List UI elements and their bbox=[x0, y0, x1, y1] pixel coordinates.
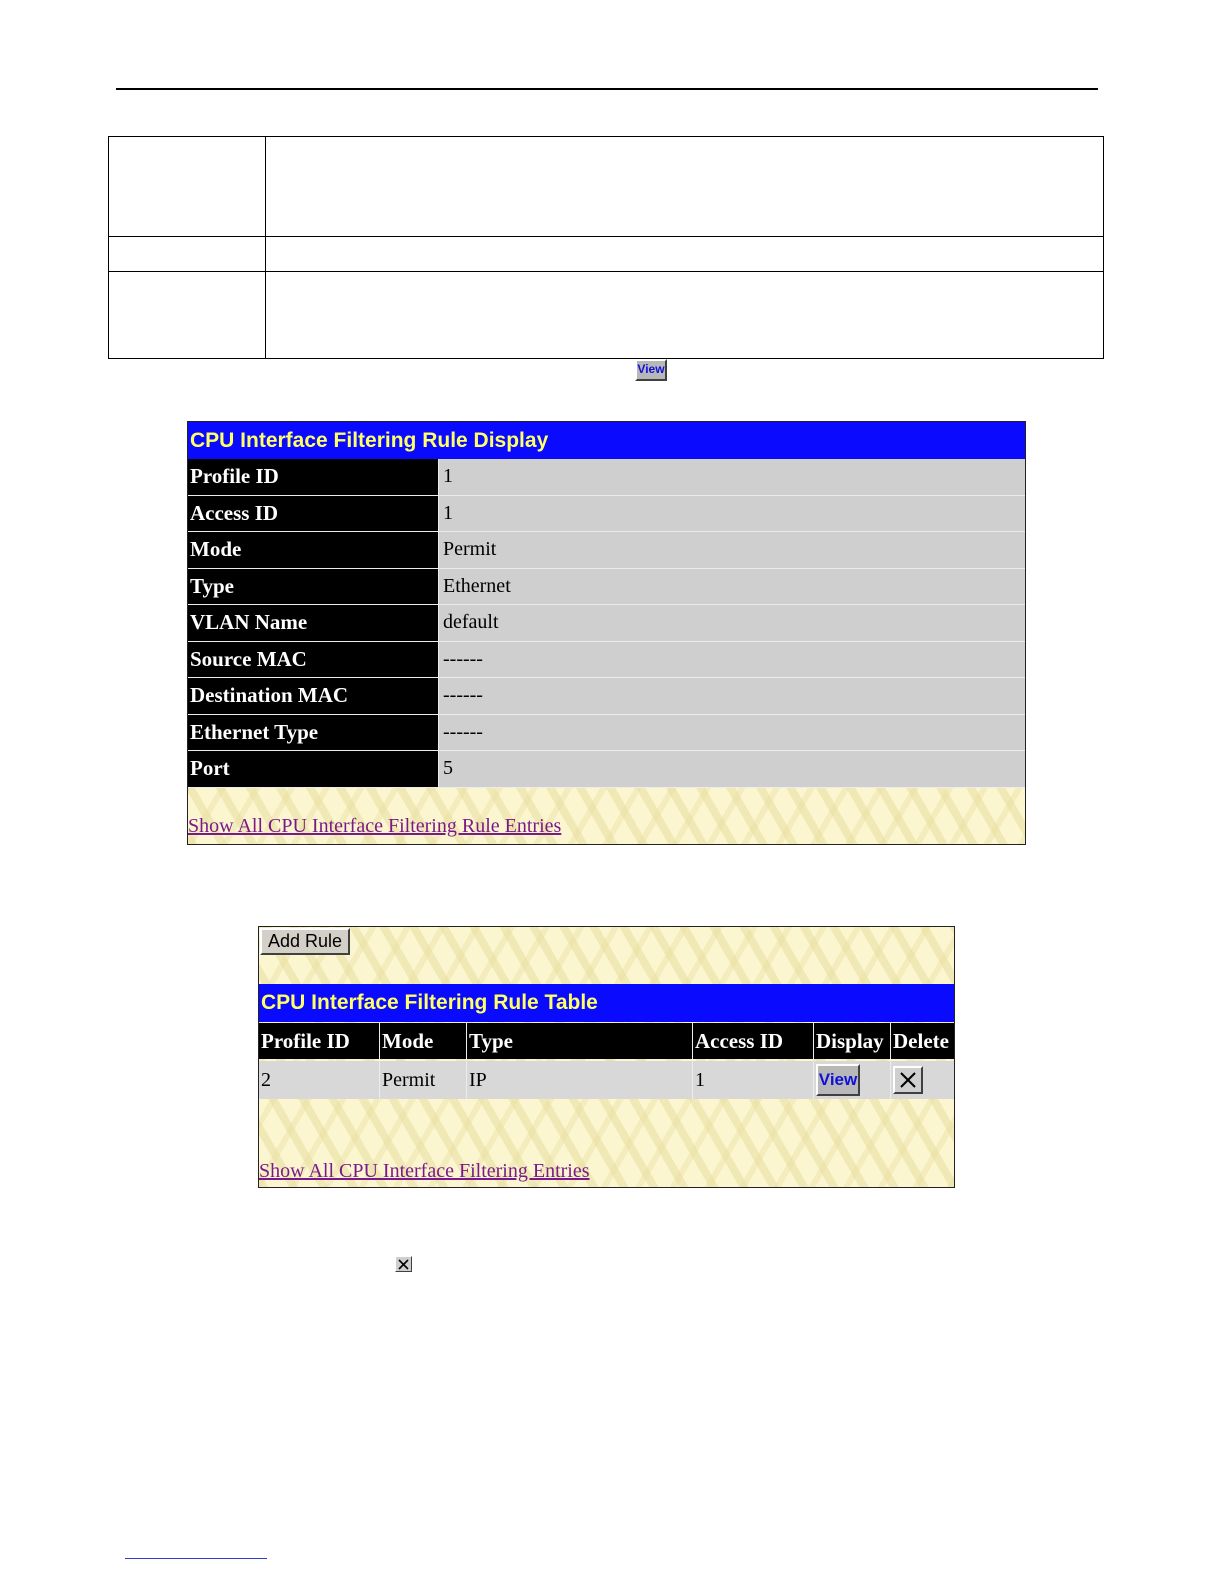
view-button-inline[interactable]: View bbox=[635, 359, 667, 381]
cell-profile-id: 2 bbox=[259, 1061, 380, 1099]
row-type bbox=[188, 569, 1025, 606]
label-port: Port bbox=[188, 751, 438, 787]
label-vlan-name: VLAN Name bbox=[188, 605, 438, 641]
table-row bbox=[259, 1061, 954, 1099]
header-delete: Delete bbox=[893, 1028, 949, 1053]
rule-table-title: CPU Interface Filtering Rule Table bbox=[259, 984, 954, 1022]
label-profile-id: Profile ID bbox=[188, 459, 438, 495]
row-mode bbox=[188, 532, 1025, 569]
value-vlan-name: default bbox=[438, 605, 1025, 641]
value-port: 5 bbox=[438, 751, 1025, 787]
cell-type: IP bbox=[467, 1061, 693, 1099]
close-x-icon bbox=[898, 1070, 918, 1090]
value-mode: Permit bbox=[438, 532, 1025, 568]
description-cell bbox=[266, 272, 1104, 359]
value-profile-id: 1 bbox=[438, 459, 1025, 495]
label-ethernet-type: Ethernet Type bbox=[188, 715, 438, 751]
show-all-entries-link[interactable]: Show All CPU Interface Filtering Entries bbox=[259, 1160, 590, 1182]
row-profile-id bbox=[188, 459, 1025, 496]
value-access-id: 1 bbox=[438, 496, 1025, 532]
description-cell bbox=[266, 237, 1104, 272]
row-ethernet-type bbox=[188, 715, 1025, 752]
parameter-cell bbox=[109, 137, 266, 237]
cell-delete bbox=[891, 1061, 954, 1099]
parameter-cell bbox=[109, 237, 266, 272]
view-button[interactable]: View bbox=[816, 1064, 860, 1096]
delete-icon-inline bbox=[395, 1256, 412, 1272]
header-rule bbox=[116, 88, 1098, 90]
value-source-mac: ------ bbox=[438, 642, 1025, 678]
table-header-row bbox=[259, 1023, 954, 1059]
header-profile-id: Profile ID bbox=[259, 1023, 380, 1059]
header-mode: Mode bbox=[380, 1023, 467, 1059]
cell-display bbox=[814, 1061, 891, 1099]
delete-button[interactable] bbox=[893, 1066, 923, 1094]
rule-display-panel bbox=[187, 421, 1026, 845]
header-display: Display bbox=[814, 1023, 891, 1059]
show-all-rule-entries-link[interactable]: Show All CPU Interface Filtering Rule Entries bbox=[188, 815, 562, 837]
value-destination-mac: ------ bbox=[438, 678, 1025, 714]
footer-rule bbox=[125, 1558, 267, 1559]
rule-display-title: CPU Interface Filtering Rule Display bbox=[188, 422, 1025, 459]
row-access-id bbox=[188, 496, 1025, 533]
row-vlan-name bbox=[188, 605, 1025, 642]
parameter-cell bbox=[109, 272, 266, 359]
description-cell bbox=[266, 137, 1104, 237]
rule-table-panel bbox=[258, 926, 955, 1188]
value-type: Ethernet bbox=[438, 569, 1025, 605]
value-ethernet-type: ------ bbox=[438, 715, 1025, 751]
row-port bbox=[188, 751, 1025, 788]
cell-mode: Permit bbox=[380, 1061, 467, 1099]
label-source-mac: Source MAC bbox=[188, 642, 438, 678]
label-access-id: Access ID bbox=[188, 496, 438, 532]
row-source-mac bbox=[188, 642, 1025, 679]
label-mode: Mode bbox=[188, 532, 438, 568]
header-access-id: Access ID bbox=[693, 1023, 814, 1059]
add-rule-button[interactable]: Add Rule bbox=[260, 928, 350, 955]
label-type: Type bbox=[188, 569, 438, 605]
close-x-icon bbox=[398, 1259, 409, 1270]
row-destination-mac bbox=[188, 678, 1025, 715]
parameter-table bbox=[108, 136, 1104, 359]
cell-access-id: 1 bbox=[693, 1061, 814, 1099]
header-type: Type bbox=[467, 1023, 693, 1059]
label-destination-mac: Destination MAC bbox=[188, 678, 438, 714]
